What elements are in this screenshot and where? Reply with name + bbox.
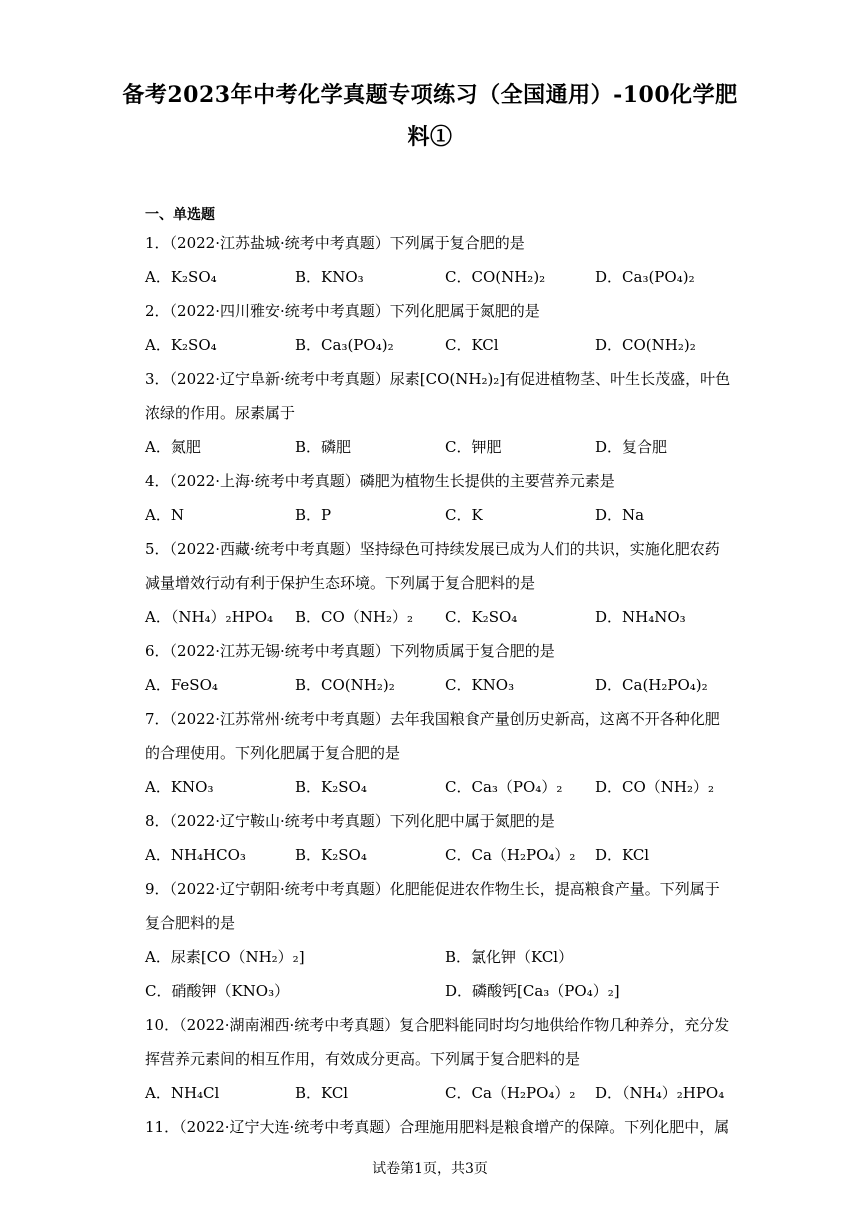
question-7-text-1: 7．（2022·江苏常州·统考中考真题）去年我国粮食产量创历史新高，这离不开各种化肥 bbox=[145, 710, 720, 728]
question-3-text-1: 3．（2022·辽宁阜新·统考中考真题）尿素[CO(NH₂)₂]有促进植物茎、叶生长茂盛，叶色 bbox=[145, 370, 731, 388]
question-6-option-d: D．Ca(H₂PO₄)₂ bbox=[595, 676, 708, 694]
question-5-option-c: C．K₂SO₄ bbox=[445, 608, 518, 626]
question-7-option-d: D．CO（NH₂）₂ bbox=[595, 778, 715, 796]
question-6-option-a: A．FeSO₄ bbox=[145, 676, 218, 694]
question-8-option-b: B．K₂SO₄ bbox=[295, 846, 367, 864]
question-3-option-b: B．磷肥 bbox=[295, 438, 352, 456]
question-8-text: 8．（2022·辽宁鞍山·统考中考真题）下列化肥中属于氮肥的是 bbox=[145, 812, 555, 830]
question-3-text-2: 浓绿的作用。尿素属于 bbox=[145, 404, 296, 422]
question-2-option-c: C．KCl bbox=[445, 336, 499, 354]
question-1-option-a: A．K₂SO₄ bbox=[145, 268, 217, 286]
question-7-option-b: B．K₂SO₄ bbox=[295, 778, 367, 796]
question-5-option-b: B．CO（NH₂）₂ bbox=[295, 608, 414, 626]
section-heading: 一、单选题 bbox=[145, 207, 215, 223]
question-9-option-a: A．尿素[CO（NH₂）₂] bbox=[145, 948, 305, 966]
question-4-option-b: B．P bbox=[295, 506, 332, 524]
question-2-option-d: D．CO(NH₂)₂ bbox=[595, 336, 696, 354]
question-8-option-d: D．KCl bbox=[595, 846, 650, 864]
question-10-text-1: 10．（2022·湖南湘西·统考中考真题）复合肥料能同时均匀地供给作物几种养分，充分发 bbox=[145, 1016, 730, 1034]
question-9-text-2: 复合肥料的是 bbox=[145, 914, 236, 932]
question-7-text-2: 的合理使用。下列化肥属于复合肥的是 bbox=[145, 744, 401, 762]
page-title-line-2: 料① bbox=[407, 124, 453, 150]
question-5-option-a: A．（NH₄）₂HPO₄ bbox=[145, 608, 274, 626]
question-6-text: 6．（2022·江苏无锡·统考中考真题）下列物质属于复合肥的是 bbox=[145, 642, 555, 660]
question-1-text: 1．（2022·江苏盐城·统考中考真题）下列属于复合肥的是 bbox=[145, 234, 525, 252]
question-8-option-a: A．NH₄HCO₃ bbox=[145, 846, 246, 864]
page-title-line-1: 备考2023年中考化学真题专项练习（全国通用）-100化学肥 bbox=[122, 82, 738, 108]
question-10-option-a: A．NH₄Cl bbox=[145, 1084, 220, 1102]
question-4-text: 4．（2022·上海·统考中考真题）磷肥为植物生长提供的主要营养元素是 bbox=[145, 472, 615, 490]
question-3-option-a: A．氮肥 bbox=[145, 438, 201, 456]
question-1-option-b: B．KNO₃ bbox=[295, 268, 364, 286]
question-2-option-a: A．K₂SO₄ bbox=[145, 336, 217, 354]
question-3-option-c: C．钾肥 bbox=[445, 438, 502, 456]
question-10-text-2: 挥营养元素间的相互作用，有效成分更高。下列属于复合肥料的是 bbox=[145, 1050, 581, 1068]
question-7-option-a: A．KNO₃ bbox=[145, 778, 214, 796]
question-9-text-1: 9．（2022·辽宁朝阳·统考中考真题）化肥能促进农作物生长，提高粮食产量。下列属于 bbox=[145, 880, 720, 898]
question-2-option-b: B．Ca₃(PO₄)₂ bbox=[295, 336, 394, 354]
question-5-text-1: 5．（2022·西藏·统考中考真题）坚持绿色可持续发展已成为人们的共识，实施化肥农药 bbox=[145, 540, 720, 558]
question-7-option-c: C．Ca₃（PO₄）₂ bbox=[445, 778, 563, 796]
question-10-option-b: B．KCl bbox=[295, 1084, 349, 1102]
question-3-option-d: D．复合肥 bbox=[595, 438, 668, 456]
question-4-option-a: A．N bbox=[145, 506, 184, 524]
question-6-option-b: B．CO(NH₂)₂ bbox=[295, 676, 395, 694]
question-9-option-c: C．硝酸钾（KNO₃） bbox=[145, 982, 290, 1000]
question-8-option-c: C．Ca（H₂PO₄）₂ bbox=[445, 846, 576, 864]
question-6-option-c: C．KNO₃ bbox=[445, 676, 515, 694]
question-4-option-c: C．K bbox=[445, 506, 483, 524]
question-10-option-d: D．（NH₄）₂HPO₄ bbox=[595, 1084, 725, 1102]
question-9-option-d: D．磷酸钙[Ca₃（PO₄）₂] bbox=[445, 982, 620, 1000]
question-9-option-b: B．氯化钾（KCl） bbox=[445, 948, 574, 966]
question-5-text-2: 减量增效行动有利于保护生态环境。下列属于复合肥料的是 bbox=[145, 574, 536, 592]
page-footer: 试卷第1页，共3页 bbox=[372, 1161, 488, 1177]
question-4-option-d: D．Na bbox=[595, 506, 645, 524]
question-1-option-c: C．CO(NH₂)₂ bbox=[445, 268, 546, 286]
question-1-option-d: D．Ca₃(PO₄)₂ bbox=[595, 268, 695, 286]
question-5-option-d: D．NH₄NO₃ bbox=[595, 608, 686, 626]
question-11-text: 11．（2022·辽宁大连·统考中考真题）合理施用肥料是粮食增产的保障。下列化肥中，属 bbox=[145, 1118, 730, 1136]
question-2-text: 2．（2022·四川雅安·统考中考真题）下列化肥属于氮肥的是 bbox=[145, 302, 540, 320]
question-10-option-c: C．Ca（H₂PO₄）₂ bbox=[445, 1084, 576, 1102]
